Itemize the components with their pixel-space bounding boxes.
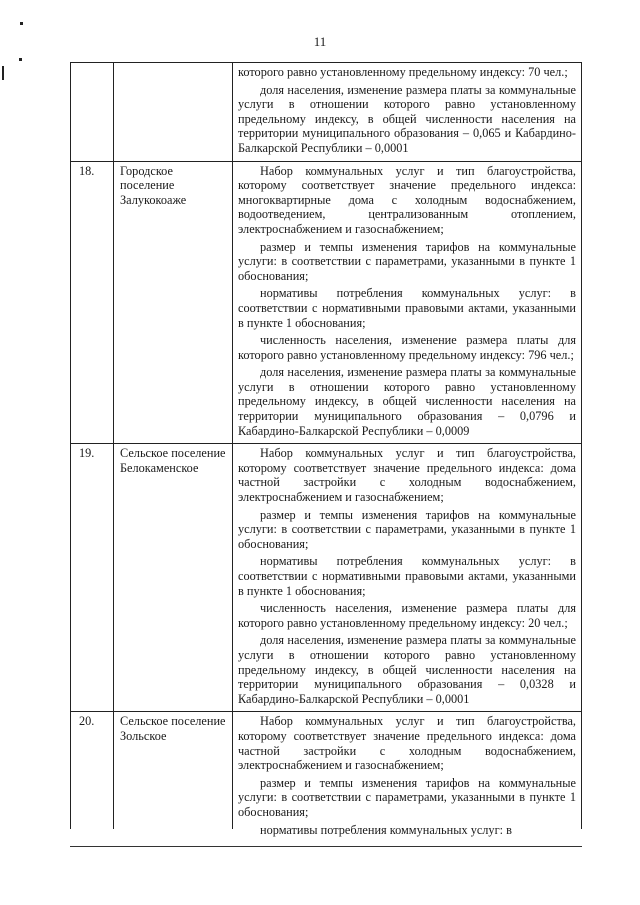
municipality-name: Городское поселение Залукокоаже <box>114 161 233 444</box>
description-paragraph: размер и темпы изменения тарифов на коммунальные услуги: в соответствии с параметрами, указанными в пункте 1 обоснования; <box>238 239 576 283</box>
scan-speck <box>19 58 22 61</box>
description-paragraph: размер и темпы изменения тарифов на коммунальные услуги: в соответствии с параметрами, указанными в пункте 1 обоснования; <box>238 507 576 551</box>
scan-speck <box>20 22 23 25</box>
description-paragraph: доля населения, изменение размера платы за коммунальные услуги в отношении которого равно установленному предельному индексу, в общей численности населения на территории муниципального образования – 0,0796 и Кабардино-Балкарской Республики – 0,0009 <box>238 365 576 438</box>
scan-margin-mark <box>2 66 4 80</box>
municipality-name: Сельское поселение Зольское <box>114 712 233 830</box>
description-paragraph: Набор коммунальных услуг и тип благоустройства, которому соответствует значение предельного индекса: многоквартирные дома с холодным водоснабжением, водоотведением, централизованным отоплением, электроснабжением и газоснабжением; <box>238 163 576 236</box>
description-paragraph: доля населения, изменение размера платы за коммунальные услуги в отношении которого равно установленному предельному индексу, в общей численности населения на территории муниципального образования – 0,065 и Кабардино-Балкарской Республики – 0,0001 <box>238 82 576 155</box>
table-row-continued <box>71 63 582 162</box>
row-description <box>233 712 582 837</box>
page-bottom-rule <box>70 846 582 847</box>
table-row <box>71 444 582 712</box>
row-description <box>233 63 582 162</box>
description-paragraph: нормативы потребления коммунальных услуг: в соответствии с нормативными правовыми актами, указанными в пункте 1 обоснования; <box>238 554 576 598</box>
table-row <box>71 161 582 444</box>
row-description <box>233 161 582 444</box>
municipality-name <box>114 63 233 162</box>
table-row <box>71 712 582 830</box>
description-paragraph: нормативы потребления коммунальных услуг: в соответствии с нормативными правовыми актами, указанными в пункте 1 обоснования; <box>238 286 576 330</box>
description-paragraph: нормативы потребления коммунальных услуг: в <box>260 822 512 837</box>
row-number: 18. <box>71 161 114 444</box>
row-description-cut <box>238 714 576 837</box>
description-paragraph: численность населения, изменение размера платы для которого равно установленному предельному индексу: 796 чел.; <box>238 333 576 362</box>
description-paragraph: которого равно установленному предельному индексу: 70 чел.; <box>238 65 568 79</box>
row-number: 19. <box>71 444 114 712</box>
row-number: 20. <box>71 712 114 830</box>
description-paragraph: численность населения, изменение размера платы для которого равно установленному предельному индексу: 20 чел.; <box>238 601 576 630</box>
description-paragraph: размер и темпы изменения тарифов на коммунальные услуги: в соответствии с параметрами, указанными в пункте 1 обоснования; <box>238 775 576 819</box>
description-paragraph: Набор коммунальных услуг и тип благоустройства, которому соответствует значение предельного индекса: дома частной застройки с холодным водоснабжением, электроснабжением и газоснабжением; <box>238 446 576 505</box>
municipal-index-table <box>70 62 582 837</box>
page-number: 11 <box>313 34 327 49</box>
description-paragraph: доля населения, изменение размера платы за коммунальные услуги в отношении которого равно установленному предельному индексу, в общей численности населения на территории муниципального образования – 0,0328 и Кабардино-Балкарской Республики – 0,0001 <box>238 633 576 706</box>
description-paragraph: Набор коммунальных услуг и тип благоустройства, которому соответствует значение предельного индекса: дома частной застройки с холодным водоснабжением, электроснабжением и газоснабжением; <box>238 714 576 773</box>
row-description <box>233 444 582 712</box>
row-number <box>71 63 114 162</box>
municipality-name: Сельское поселение Белокаменское <box>114 444 233 712</box>
